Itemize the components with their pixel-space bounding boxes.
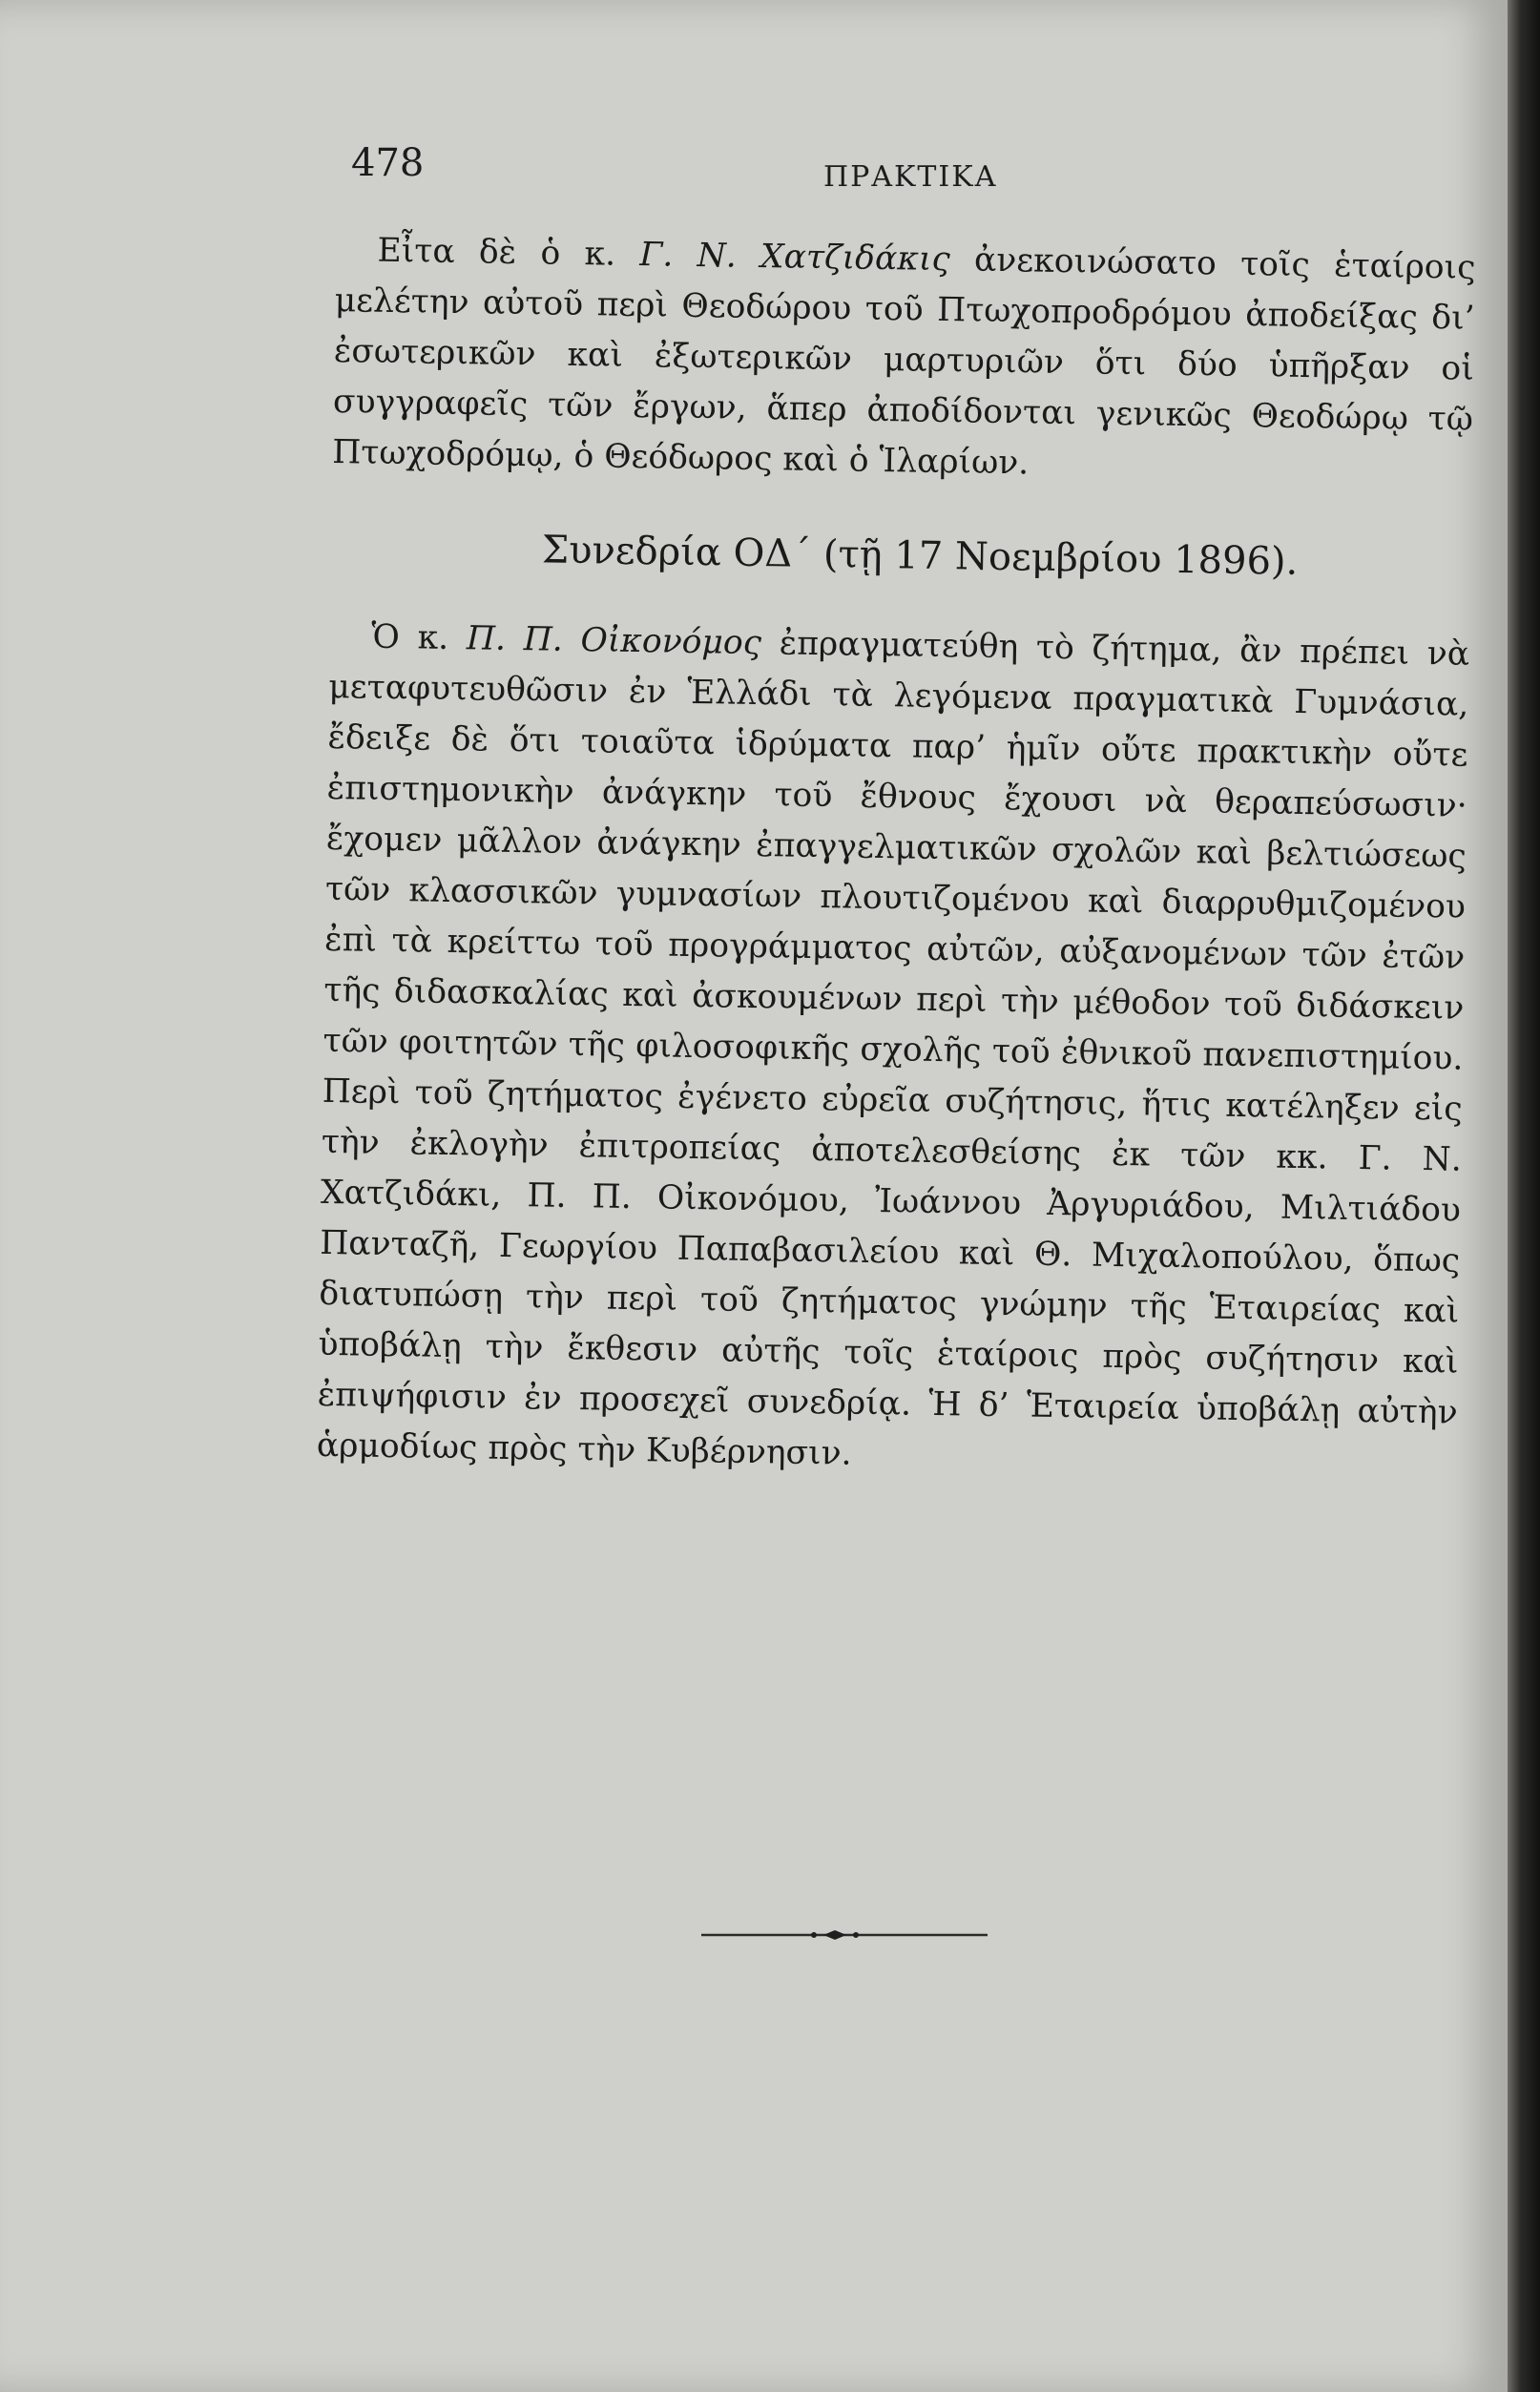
ornament-dot-left — [811, 1932, 817, 1938]
session-heading: Συνεδρία ΟΔ΄ (τῇ 17 Νοεμβρίου 1896). — [541, 528, 1299, 584]
author-name-oikonomos: Π. Π. Οἰκονόμος — [466, 619, 762, 663]
author-name-hatzidakis: Γ. Ν. Χατζιδάκις — [639, 236, 951, 280]
paragraph-1-lead: Εἶτα δὲ ὁ κ. — [377, 231, 616, 274]
page-edge-shadow — [1508, 0, 1540, 2392]
page-number: 478 — [351, 141, 425, 185]
section-ornament — [701, 1925, 988, 1945]
paragraph-oikonomos — [316, 612, 1469, 1489]
running-header — [351, 141, 1487, 198]
paragraph-2-text: ἐπραγματεύθη τὸ ζήτημα, ἂν πρέπει νὰ μεταφυτευθῶσιν ἐν Ἑλλάδι τὰ λεγόμενα πραγματικὰ Γυμνάσια, ἔδειξε δὲ ὅτι τοιαῦτα ἱδρύματα παρ’ ἡμῖν οὔτε πρακτικὴν οὔτε ἐπιστημονικὴν ἀνάγκην τοῦ ἔθνους ἔχουσι νὰ θεραπεύσωσιν· ἔχομεν μᾶλλον ἀνάγκην ἐπαγγελματικῶν σχολῶν καὶ βελτιώσεως τῶν κλασσικῶν γυμνασίων πλουτιζομένου καὶ διαρρυθμιζομένου ἐπὶ τὰ κρείττω τοῦ προγράμματος αὐτῶν, αὐξανομένων τῶν ἐτῶν τῆς διδασκαλίας καὶ ἀσκουμένων περὶ τὴν μέθοδον τοῦ διδάσκειν τῶν φοιτητῶν τῆς φιλοσοφικῆς σχολῆς τοῦ ἐθνικοῦ πανεπιστημίου. Περὶ τοῦ ζητήματος ἐγένετο εὐρεῖα συζήτησις, ἥτις κατέληξεν εἰς τὴν ἐκλογὴν ἐπιτροπείας ἀποτελεσθείσης ἐκ τῶν κκ. Γ. Ν. Χατζιδάκι, Π. Π. Οἰκονόμου, Ἰωάννου Ἀργυριάδου, Μιλτιάδου Πανταζῆ, Γεωργίου Παπαβασιλείου καὶ Θ. Μιχαλοπούλου, ὅπως διατυπώσῃ τὴν περὶ τοῦ ζητήματος γνώμην τῆς Ἑταιρείας καὶ ὑποβάλῃ τὴν ἔκθεσιν αὐτῆς τοῖς ἑταίροις πρὸς συζήτησιν καὶ ἐπιψήφισιν ἐν προσεχεῖ συνεδρίᾳ. Ἡ δ’ Ἑταιρεία ὑποβάλῃ αὐτὴν ἁρμοδίως πρὸς τὴν Κυβέρνησιν. — [316, 624, 1470, 1473]
paragraph-hatzidakis — [332, 225, 1476, 496]
paragraph-2-lead: Ὁ κ. — [370, 617, 449, 657]
page-body — [316, 225, 1475, 1489]
ornament-diamond — [823, 1930, 846, 1940]
paragraph-1-text: ἀνεκοινώσατο τοῖς ἑταίροις μελέτην αὐτοῦ περὶ Θεοδώρου τοῦ Πτωχοπροδρόμου ἀποδείξας δι’ ἐσωτερικῶν καὶ ἐξωτερικῶν μαρτυριῶν ὅτι δύο ὑπῆρξαν οἱ συγγραφεῖς τῶν ἔργων, ἅπερ ἀποδίδονται γενικῶς Θεοδώρῳ τῷ Πτωχοδρόμῳ, ὁ Θεόδωρος καὶ ὁ Ἱλαρίων. — [331, 240, 1476, 483]
running-title: ΠΡΑΚΤΙΚΑ — [823, 160, 998, 194]
ornament-dot-right — [853, 1932, 859, 1938]
